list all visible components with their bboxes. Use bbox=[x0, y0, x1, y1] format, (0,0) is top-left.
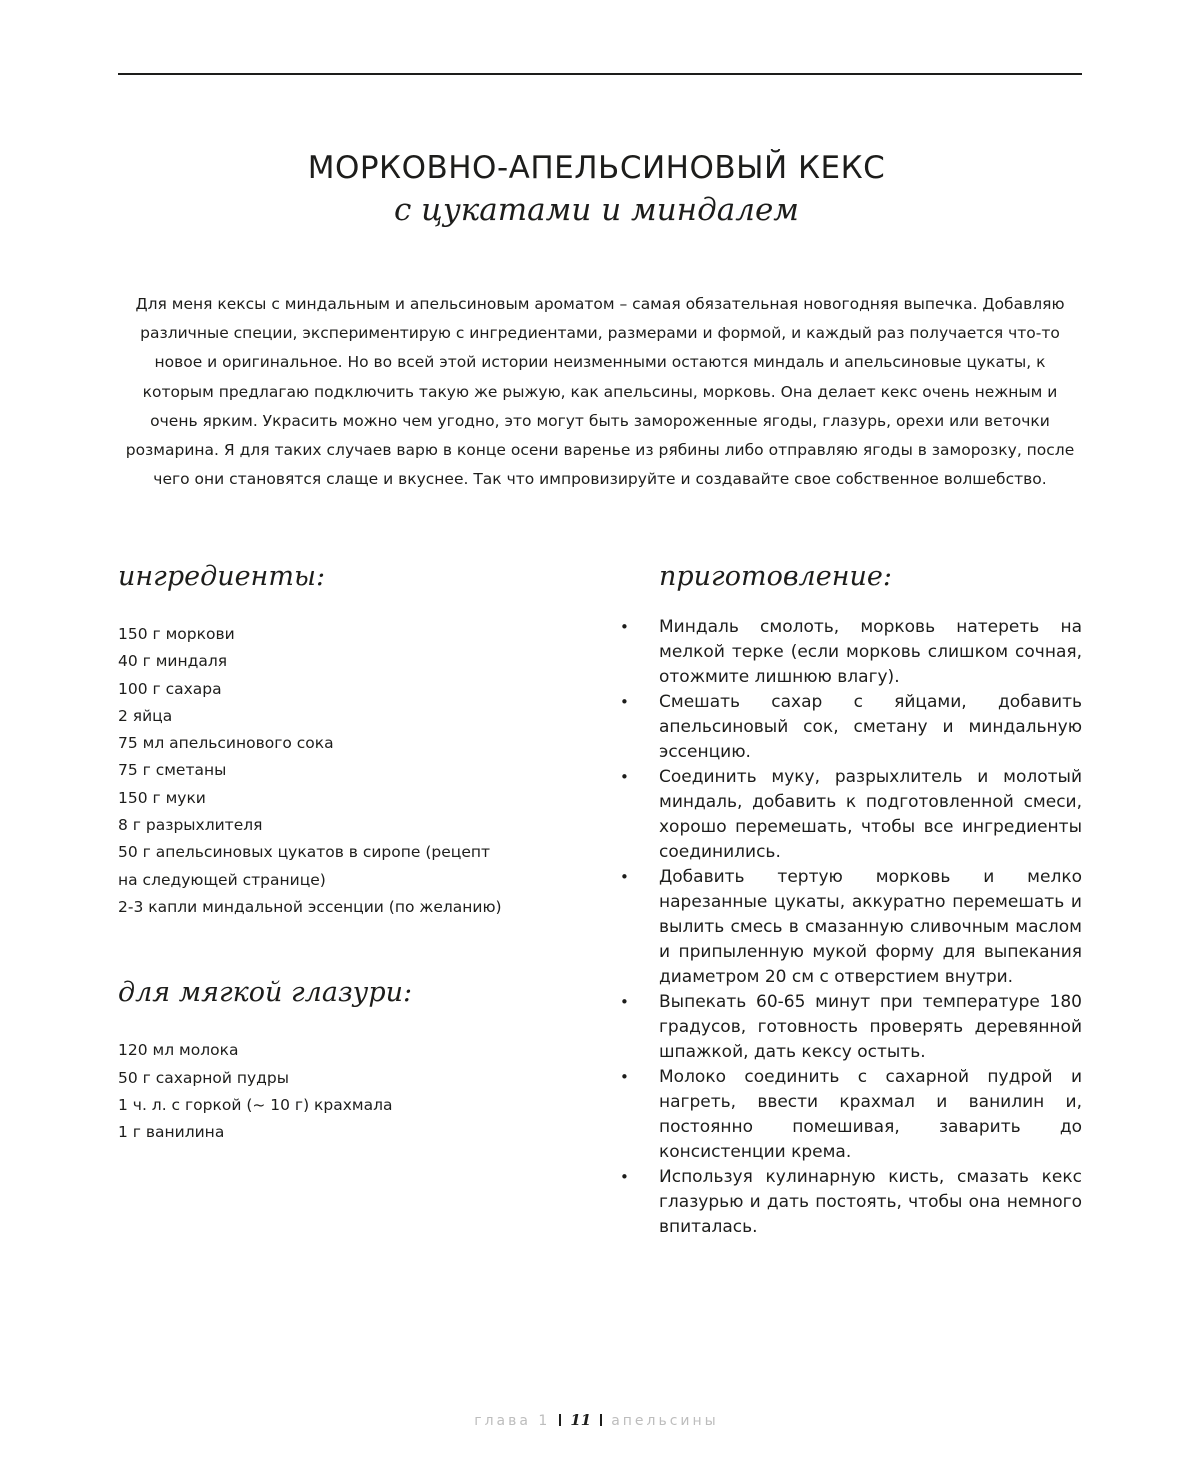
glaze-item: 1 г ванилина bbox=[118, 1123, 225, 1142]
step-text: Используя кулинарную кисть, смазать кекс глазурью и дать постоять, чтобы она немного впиталась. bbox=[659, 1167, 1082, 1237]
glaze-list bbox=[118, 1037, 548, 1146]
ingredient-item: 50 г апельсиновых цукатов в сиропе (рецепт на следующей странице) bbox=[118, 843, 491, 889]
footer-separator bbox=[559, 1414, 561, 1426]
bullet-icon: • bbox=[620, 868, 629, 886]
preparation-step bbox=[620, 615, 1082, 690]
recipe-subtitle: с цукатами и миндалем bbox=[393, 192, 800, 228]
bullet-icon: • bbox=[620, 693, 629, 711]
step-text: Выпекать 60-65 минут при температуре 180 градусов, готовность проверять деревянной шпажкой, дать кексу остыть. bbox=[659, 992, 1082, 1062]
preparation-heading: приготовление: bbox=[659, 561, 892, 592]
bullet-icon: • bbox=[620, 1168, 629, 1186]
bullet-icon: • bbox=[620, 1068, 629, 1086]
preparation-step bbox=[620, 1165, 1082, 1240]
glaze-item: 120 мл молока bbox=[118, 1041, 239, 1060]
ingredient-item: 150 г моркови bbox=[118, 625, 235, 643]
step-text: Смешать сахар с яйцами, добавить апельсиновый сок, сметану и миндальную эссенцию. bbox=[659, 692, 1082, 762]
glaze-heading: для мягкой глазури: bbox=[118, 977, 413, 1009]
preparation-step bbox=[620, 690, 1082, 765]
step-text: Соединить муку, разрыхлитель и молотый миндаль, добавить к подготовленной смеси, хорошо перемешать, чтобы все ингредиенты соединились. bbox=[659, 767, 1082, 862]
recipe-title bbox=[0, 148, 1193, 232]
preparation-step bbox=[620, 1065, 1082, 1165]
preparation-column bbox=[620, 558, 1082, 1240]
page-number: 11 bbox=[570, 1411, 592, 1429]
preparation-step bbox=[620, 990, 1082, 1065]
bullet-icon: • bbox=[620, 993, 629, 1011]
ingredients-column bbox=[118, 558, 548, 1146]
footer-chapter: глава 1 bbox=[474, 1413, 551, 1429]
bullet-icon: • bbox=[620, 768, 629, 786]
step-text: Молоко соединить с сахарной пудрой и нагреть, ввести крахмал и ванилин и, постоянно помешивая, заварить до консистенции крема. bbox=[659, 1067, 1082, 1162]
preparation-step bbox=[620, 865, 1082, 990]
ingredients-list bbox=[118, 621, 548, 921]
ingredient-item: 2 яйца bbox=[118, 706, 173, 725]
glaze-item: 50 г сахарной пудры bbox=[118, 1068, 289, 1087]
step-text: Добавить тертую морковь и мелко нарезанные цукаты, аккуратно перемешать и вылить смесь в смазанную сливочным маслом и припыленную мукой форму для выпекания диаметром 20 см с отверстием внутри. bbox=[659, 867, 1082, 987]
intro-paragraph: Для меня кексы с миндальным и апельсиновым ароматом – самая обязательная новогодняя выпечка. Добавляю различные специи, экспериментирую с ингредиентами, размерами и формой, и каждый раз получается что-то новое и оригинальное. Но во всей этой истории неизменными остаются миндаль и апельсиновые цукаты, к которым предлагаю подключить такую же рыжую, как апельсины, морковь. Она делает кекс очень нежным и очень ярким. Украсить можно чем угодно, это могут быть замороженные ягоды, глазурь, орехи или веточки розмарина. Я для таких случаев варю в конце осени варенье из рябины либо отправляю ягоды в заморозку, после чего они становятся слаще и вкуснее. Так что импровизируйте и создавайте свое собственное волшебство. bbox=[125, 295, 1075, 489]
ingredient-item: 100 г сахара bbox=[118, 679, 222, 698]
ingredient-item: 75 г сметаны bbox=[118, 761, 227, 780]
ingredient-item: 40 г миндаля bbox=[118, 652, 228, 671]
bullet-icon: • bbox=[620, 618, 629, 636]
footer-separator bbox=[600, 1414, 602, 1426]
recipe-title-main: МОРКОВНО-АПЕЛЬСИНОВЫЙ КЕКС bbox=[307, 150, 886, 186]
ingredients-heading: ингредиенты: bbox=[118, 561, 326, 592]
preparation-step bbox=[620, 765, 1082, 865]
ingredient-item: 150 г муки bbox=[118, 788, 206, 807]
glaze-item: 1 ч. л. с горкой (~ 10 г) крахмала bbox=[118, 1095, 393, 1114]
page-footer bbox=[0, 1411, 1193, 1429]
ingredient-item: 2-3 капли миндальной эссенции (по желанию) bbox=[118, 897, 502, 916]
ingredient-item: 75 мл апельсинового сока bbox=[118, 734, 334, 753]
preparation-steps bbox=[620, 615, 1082, 1240]
ingredient-item: 8 г разрыхлителя bbox=[118, 816, 263, 835]
footer-section: апельсины bbox=[611, 1413, 719, 1429]
step-text: Миндаль смолоть, морковь натереть на мелкой терке (если морковь слишком сочная, отожмите лишнюю влагу). bbox=[659, 617, 1082, 687]
top-rule bbox=[118, 73, 1082, 75]
